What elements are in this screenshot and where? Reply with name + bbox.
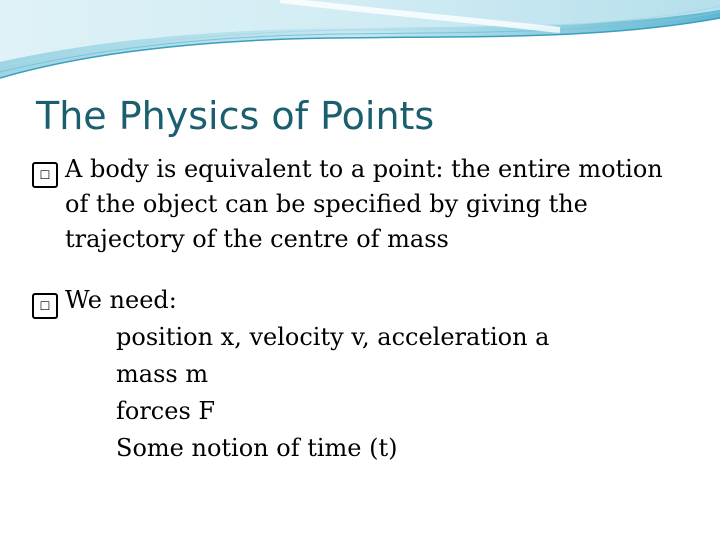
- checkbox-bullet-icon: ☐: [32, 293, 58, 319]
- sub-item-list: [32, 319, 682, 467]
- sub-item-forces: forces F: [116, 397, 216, 425]
- slide-title: The Physics of Points: [36, 94, 435, 138]
- sub-item-mass: mass m: [116, 360, 209, 388]
- sub-item-position: position x, velocity v, acceleration a: [116, 323, 550, 351]
- decorative-top-wave: [0, 0, 720, 90]
- bullet-text-1: A body is equivalent to a point: the entire motion of the object can be specified by giving the trajectory of the centre of mass: [65, 155, 663, 253]
- bullet-text-2: We need:: [65, 286, 177, 314]
- sub-item-time: Some notion of time (t): [116, 434, 398, 462]
- bullet-list: [32, 152, 682, 467]
- bullet-item-2: [32, 283, 682, 318]
- bullet-item-1: [32, 152, 682, 257]
- checkbox-bullet-icon: ☐: [32, 162, 58, 188]
